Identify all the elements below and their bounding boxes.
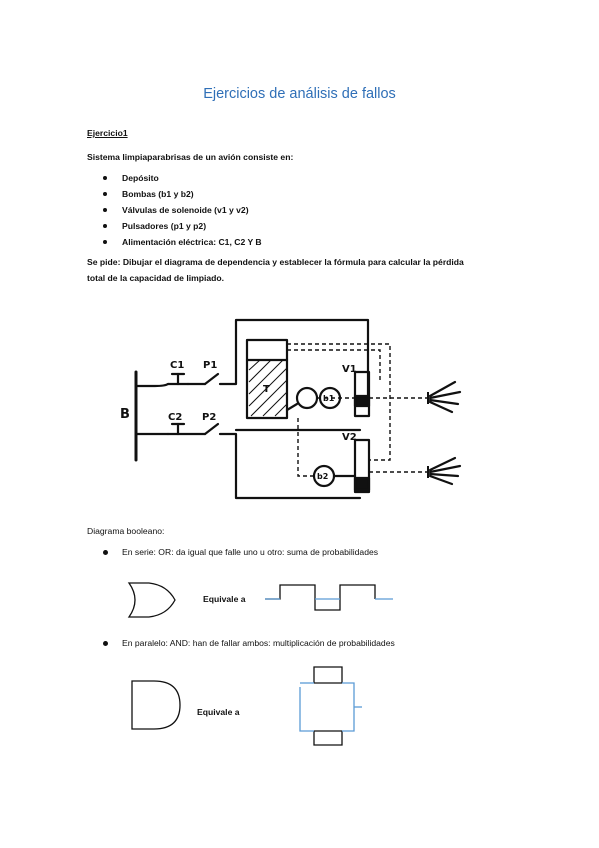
series-text: En serie: OR: da igual que falle uno u otro: suma de probabilidades bbox=[122, 547, 379, 557]
bullet-icon bbox=[103, 224, 107, 228]
sketch-label-v1: V1 bbox=[342, 364, 357, 375]
series-circuit-icon bbox=[265, 582, 395, 612]
boolean-heading: Diagrama booleano: bbox=[87, 526, 165, 536]
system-sketch bbox=[110, 300, 500, 510]
and-gate-icon bbox=[128, 678, 188, 732]
list-item: Alimentación eléctrica: C1, C2 Y B bbox=[122, 237, 262, 247]
sketch-label-p2: P2 bbox=[202, 412, 217, 423]
series-equiv-label: Equivale a bbox=[203, 594, 246, 604]
sketch-label-v2: V2 bbox=[342, 432, 357, 443]
parallel-circuit-icon bbox=[290, 665, 365, 750]
exercise-heading: Ejercicio1 bbox=[87, 128, 128, 138]
list-item: Válvulas de solenoide (v1 y v2) bbox=[122, 205, 249, 215]
bullet-icon bbox=[103, 550, 108, 555]
bullet-icon bbox=[103, 240, 107, 244]
intro-text: Sistema limpiaparabrisas de un avión consiste en: bbox=[87, 152, 294, 162]
task-line-1: Se pide: Dibujar el diagrama de dependencia y establecer la fórmula para calcular la pérdida bbox=[87, 257, 464, 267]
sketch-label-t: T bbox=[263, 384, 270, 395]
sketch-label-p1: P1 bbox=[203, 360, 218, 371]
sketch-label-b1: b1 bbox=[323, 394, 335, 403]
parallel-text: En paralelo: AND: han de fallar ambos: multiplicación de probabilidades bbox=[122, 638, 395, 648]
sketch-label-c1: C1 bbox=[170, 360, 185, 371]
sketch-label-b: B bbox=[120, 407, 130, 422]
sketch-label-c2: C2 bbox=[168, 412, 183, 423]
bullet-icon bbox=[103, 641, 108, 646]
list-item: Pulsadores (p1 y p2) bbox=[122, 221, 206, 231]
sketch-label-b2: b2 bbox=[317, 472, 329, 481]
or-gate-icon bbox=[125, 580, 185, 620]
bullet-icon bbox=[103, 176, 107, 180]
list-item: Bombas (b1 y b2) bbox=[122, 189, 194, 199]
bullet-icon bbox=[103, 192, 107, 196]
page-title: Ejercicios de análisis de fallos bbox=[203, 86, 396, 102]
parallel-equiv-label: Equivale a bbox=[197, 707, 240, 717]
bullet-icon bbox=[103, 208, 107, 212]
task-line-2: total de la capacidad de limpiado. bbox=[87, 273, 225, 283]
list-item: Depósito bbox=[122, 173, 159, 183]
